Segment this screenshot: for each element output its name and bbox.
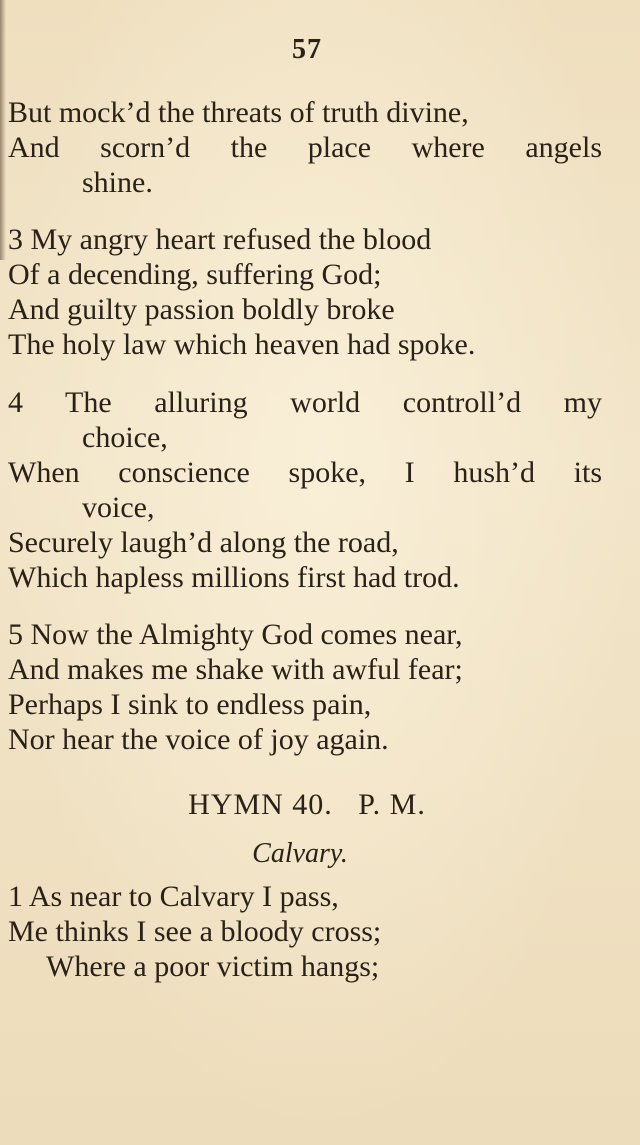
verse-line: Securely laugh’d along the road, xyxy=(8,526,399,559)
hymn-title: HYMN 40. P. M. xyxy=(188,788,426,821)
verse-line: 3 My angry heart refused the blood xyxy=(8,223,432,256)
verse-line: choice, xyxy=(82,421,168,454)
verse-line: The holy law which heaven had spoke. xyxy=(8,328,476,361)
verse-line: But mock’d the threats of truth divine, xyxy=(8,96,469,129)
verse-line: voice, xyxy=(82,491,155,524)
verse-line: Where a poor victim hangs; xyxy=(46,950,380,983)
verse-line: 1 As near to Calvary I pass, xyxy=(8,880,339,913)
verse-line: Perhaps I sink to endless pain, xyxy=(8,688,372,721)
verse-line: Of a decending, suffering God; xyxy=(8,258,382,291)
verse-line: shine. xyxy=(82,166,153,199)
verse-line: And makes me shake with awful fear; xyxy=(8,653,463,686)
verse-line: 5 Now the Almighty God comes near, xyxy=(8,618,463,651)
verse-line: Which hapless millions first had trod. xyxy=(8,561,460,594)
verse-line: And guilty passion boldly broke xyxy=(8,293,395,326)
verse-line: And scorn’d the place where angels xyxy=(8,131,602,164)
hymn-subtitle: Calvary. xyxy=(252,838,348,869)
page-number: 57 xyxy=(292,34,322,65)
verse-line: 4 The alluring world controll’d my xyxy=(8,386,602,419)
verse-line: When conscience spoke, I hush’d its xyxy=(8,456,602,489)
verse-line: Me thinks I see a bloody cross; xyxy=(8,915,382,948)
verse-line: Nor hear the voice of joy again. xyxy=(8,723,389,756)
